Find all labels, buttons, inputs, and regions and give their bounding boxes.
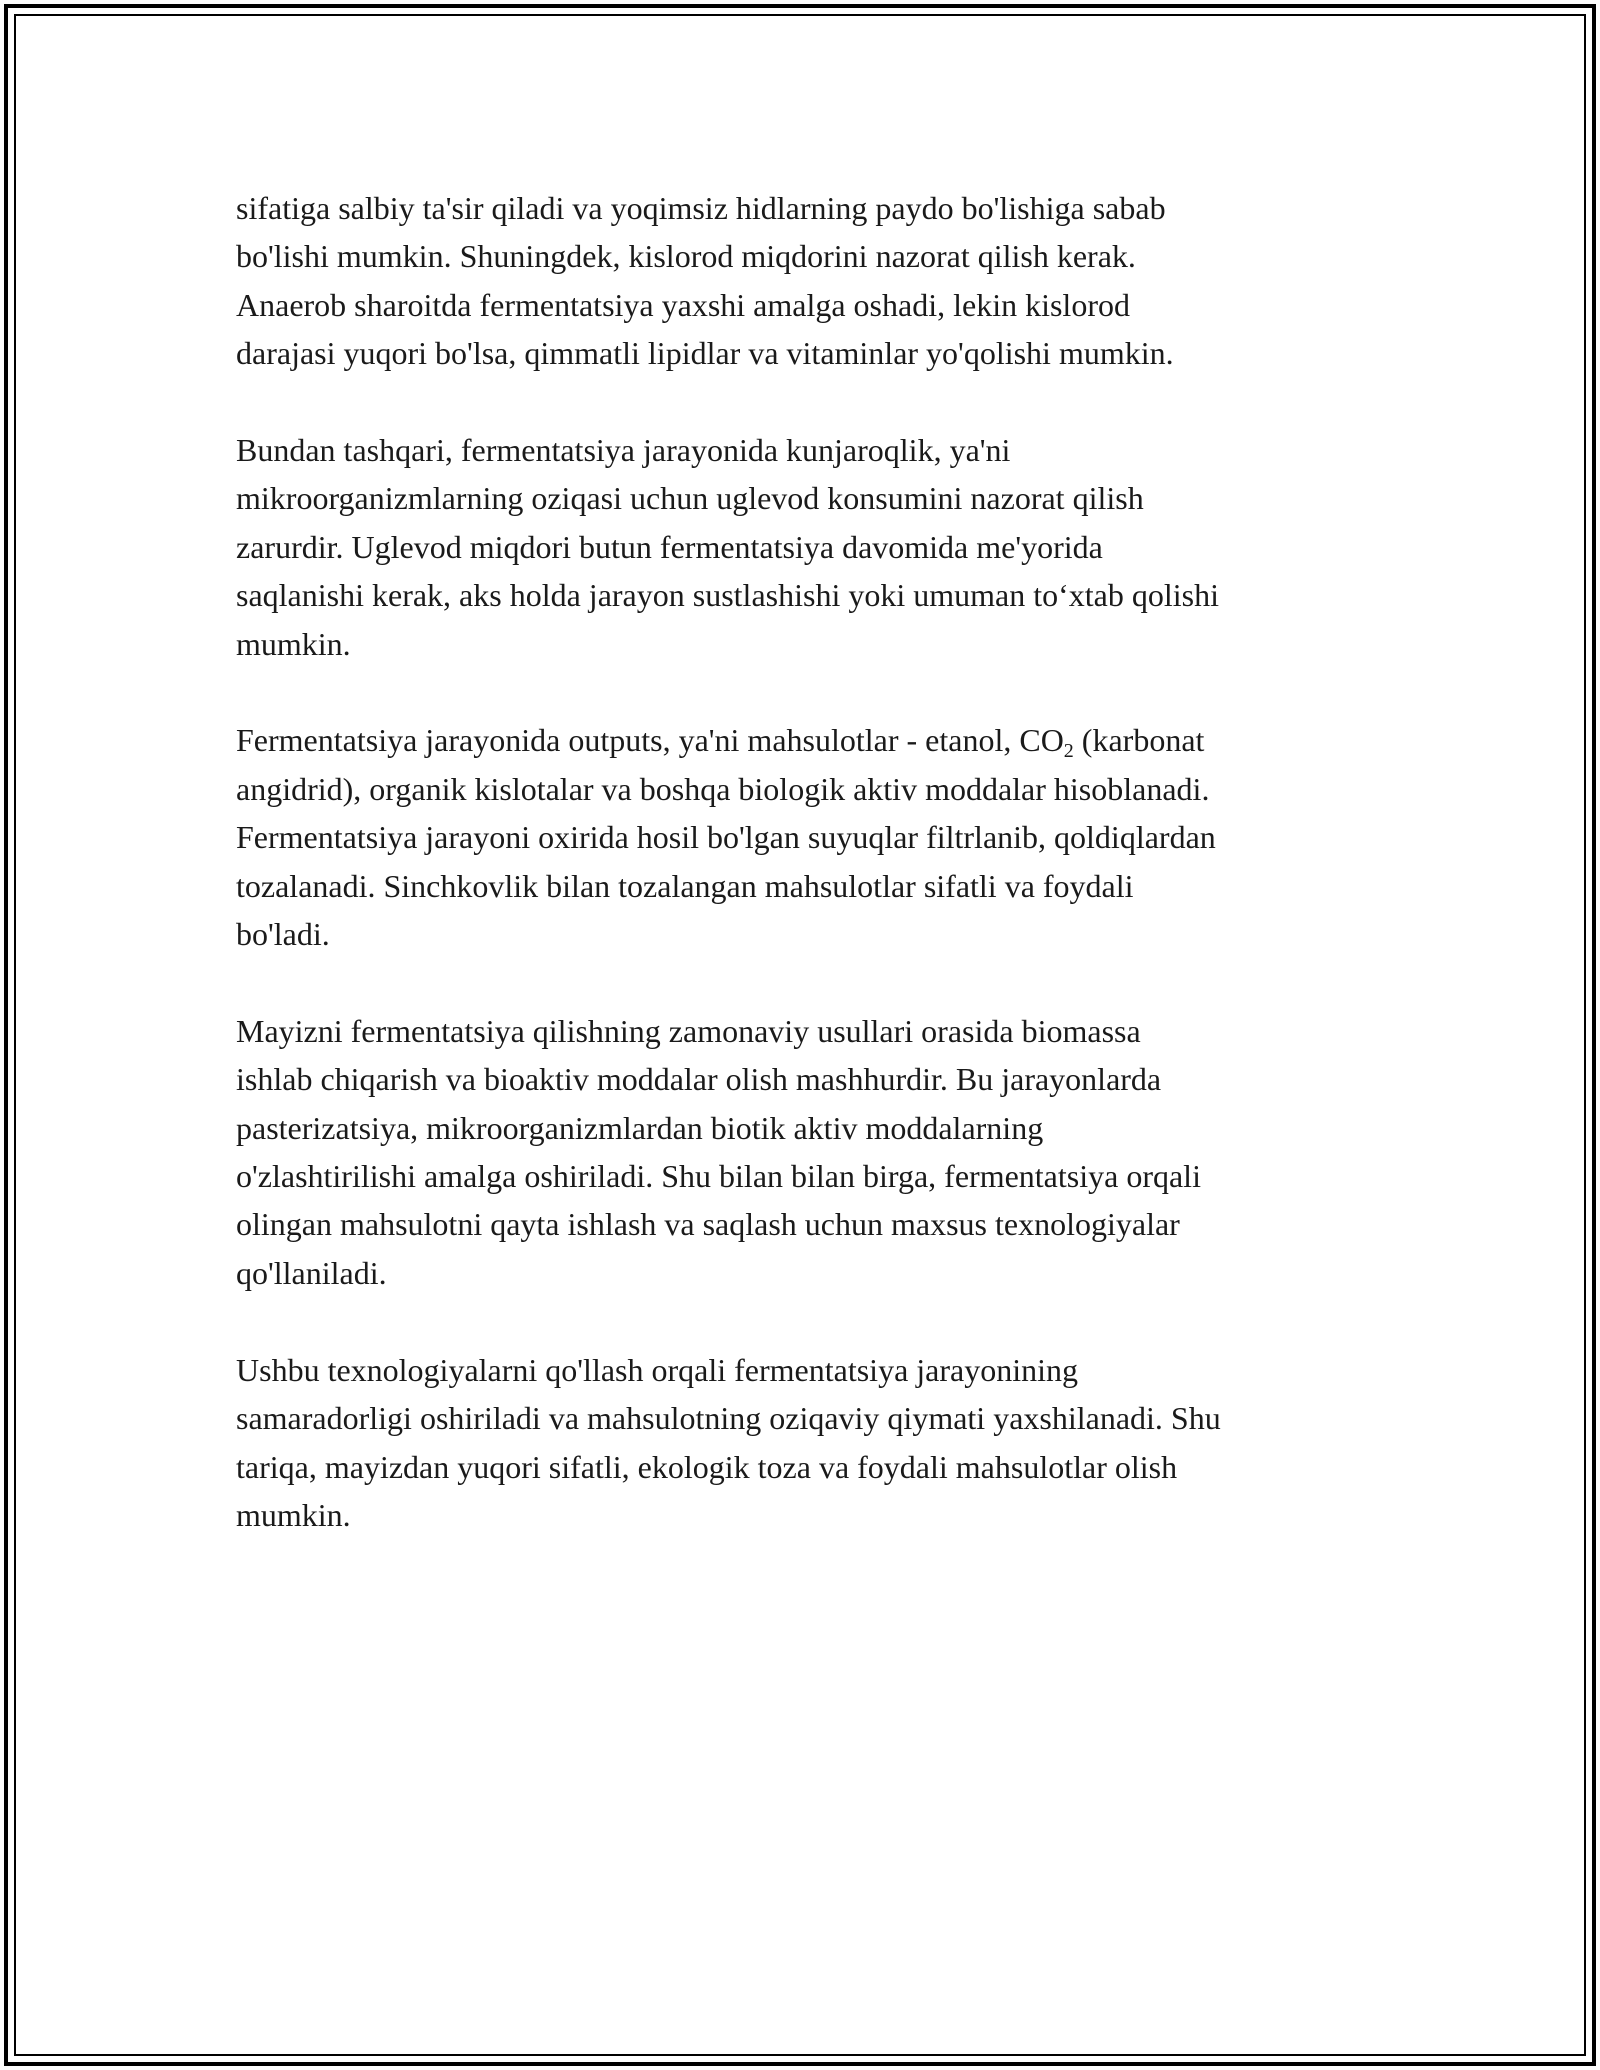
text-line: samaradorligi oshiriladi va mahsulotning oziqaviy qiymati yaxshilanadi. Shu	[236, 1400, 1221, 1437]
text-line: o'zlashtirilishi amalga oshiriladi. Shu bilan bilan birga, fermentatsiya orqali	[236, 1158, 1201, 1195]
text-line: qo'llaniladi.	[236, 1254, 387, 1291]
text-line: zarurdir. Uglevod miqdori butun fermentatsiya davomida me'yorida	[236, 528, 1103, 565]
paragraph-1	[236, 184, 1376, 378]
text-line: Fermentatsiya jarayoni oxirida hosil bo'lgan suyuqlar filtrlanib, qoldiqlardan	[236, 819, 1216, 856]
text-line: angidrid), organik kislotalar va boshqa biologik aktiv moddalar hisoblanadi.	[236, 770, 1210, 807]
text-line: tozalanadi. Sinchkovlik bilan tozalangan mahsulotlar sifatli va foydali	[236, 867, 1134, 904]
text-line: bo'ladi.	[236, 916, 330, 953]
text-line	[236, 716, 1376, 764]
text-line: mumkin.	[236, 1496, 351, 1533]
text-line: olingan mahsulotni qayta ishlash va saqlash uchun maxsus texnologiyalar	[236, 1206, 1180, 1243]
subscript-two: 2	[1063, 740, 1074, 763]
text-line: bo'lishi mumkin. Shuningdek, kislorod miqdorini nazorat qilish kerak.	[236, 238, 1136, 275]
paragraph-3	[236, 716, 1376, 958]
paragraph-2	[236, 426, 1376, 668]
text-line: saqlanishi kerak, aks holda jarayon sustlashishi yoki umuman to‘xtab qolishi	[236, 577, 1219, 614]
text-line: mikroorganizmlarning oziqasi uchun uglevod konsumini nazorat qilish	[236, 480, 1144, 517]
text-segment: Fermentatsiya jarayonida outputs, ya'ni mahsulotlar - etanol, CO	[236, 722, 1064, 759]
text-line: ishlab chiqarish va bioaktiv moddalar olish mashhurdir. Bu jarayonlarda	[236, 1061, 1162, 1098]
text-line: darajasi yuqori bo'lsa, qimmatli lipidlar va vitaminlar yo'qolishi mumkin.	[236, 335, 1174, 372]
text-line: Anaerob sharoitda fermentatsiya yaxshi amalga oshadi, lekin kislorod	[236, 286, 1130, 323]
paragraph-4	[236, 1007, 1376, 1297]
text-line: Bundan tashqari, fermentatsiya jarayonida kunjaroqlik, ya'ni	[236, 432, 1011, 469]
document-body	[236, 184, 1376, 1588]
text-line: sifatiga salbiy ta'sir qiladi va yoqimsiz hidlarning paydo bo'lishiga sabab	[236, 190, 1166, 226]
paragraph-5	[236, 1346, 1376, 1540]
text-line: Ushbu texnologiyalarni qo'llash orqali fermentatsiya jarayonining	[236, 1351, 1078, 1388]
text-line: tariqa, mayizdan yuqori sifatli, ekologik toza va foydali mahsulotlar olish	[236, 1448, 1178, 1485]
text-line: mumkin.	[236, 625, 351, 662]
text-line: Mayizni fermentatsiya qilishning zamonaviy usullari orasida biomassa	[236, 1012, 1141, 1049]
text-line: pasterizatsiya, mikroorganizmlardan biotik aktiv moddalarning	[236, 1109, 1044, 1146]
text-segment: (karbonat	[1073, 722, 1205, 759]
